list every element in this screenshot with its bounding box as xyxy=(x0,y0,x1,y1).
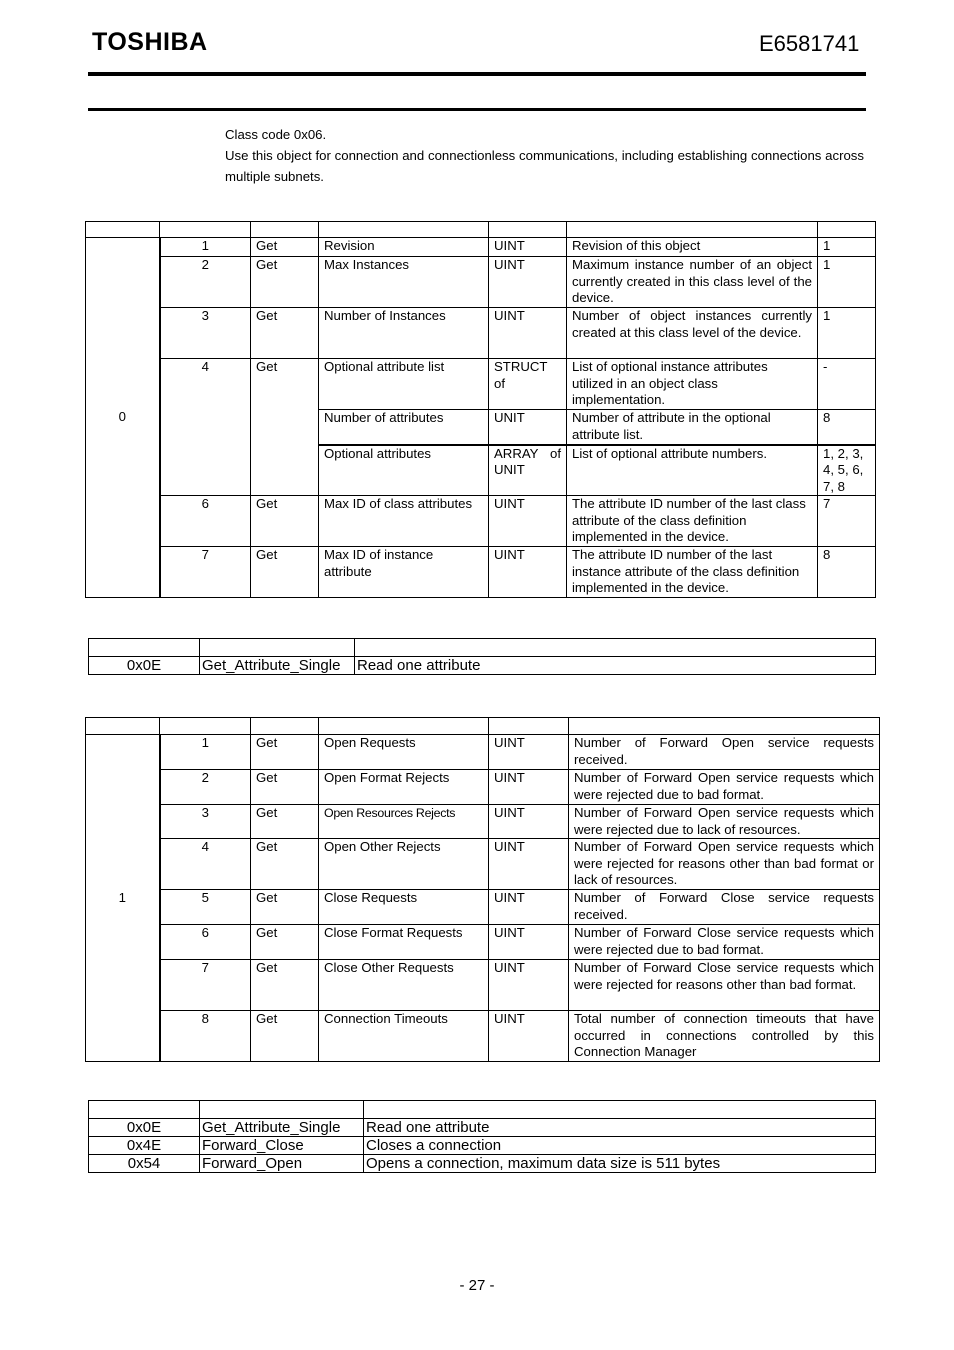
attribute-id: 8 xyxy=(160,1011,251,1062)
attribute-id: 6 xyxy=(160,925,251,960)
attribute-name: Optional attribute list xyxy=(319,359,489,410)
attribute-id: 4 xyxy=(160,359,251,496)
class-attributes-table xyxy=(85,221,876,598)
attribute-id: 5 xyxy=(160,890,251,925)
instance-services-table xyxy=(88,1100,876,1173)
data-type: UINT xyxy=(489,770,569,805)
data-type: UINT xyxy=(489,735,569,770)
attribute-value: - xyxy=(818,359,876,410)
access-rule: Get xyxy=(251,735,319,770)
service-name: Forward_Open xyxy=(200,1155,364,1173)
attribute-description: Number of attribute in the optional attribute list. xyxy=(567,410,818,445)
service-code: 0x0E xyxy=(89,1119,200,1137)
service-code: 0x4E xyxy=(89,1137,200,1155)
access-rule: Get xyxy=(251,805,319,839)
attribute-id: 1 xyxy=(160,735,251,770)
table-row xyxy=(89,657,876,675)
table-row xyxy=(89,1119,876,1137)
attribute-name: Number of attributes xyxy=(319,410,489,445)
access-rule: Get xyxy=(251,257,319,308)
service-name: Forward_Close xyxy=(200,1137,364,1155)
table-row xyxy=(89,1137,876,1155)
attribute-id: 2 xyxy=(160,770,251,805)
access-rule: Get xyxy=(251,890,319,925)
attribute-description: Revision of this object xyxy=(567,238,818,257)
table-row xyxy=(86,1011,880,1062)
access-rule: Get xyxy=(251,960,319,1011)
attribute-name: Open Resources Rejects xyxy=(319,805,489,839)
table-row xyxy=(86,547,876,598)
table-row xyxy=(86,496,876,547)
attribute-name: Open Other Rejects xyxy=(319,839,489,890)
table-row xyxy=(86,839,880,890)
toshiba-logo: TOSHIBA xyxy=(92,28,208,56)
attribute-description: Number of object instances currently created at this class level of the device. xyxy=(567,308,818,359)
access-rule: Get xyxy=(251,925,319,960)
data-type: ARRAY of UNIT xyxy=(489,445,567,496)
class-code-line: Class code 0x06. xyxy=(225,127,327,142)
attribute-id: 3 xyxy=(160,308,251,359)
table-row xyxy=(86,257,876,308)
attribute-name: Max ID of instance attribute xyxy=(319,547,489,598)
section-rule xyxy=(88,108,866,111)
table-header-row xyxy=(89,1101,876,1119)
attribute-description: Number of Forward Close service requests which were rejected due to bad format. xyxy=(569,925,880,960)
service-code: 0x54 xyxy=(89,1155,200,1173)
table-header-row xyxy=(86,718,880,735)
access-rule: Get xyxy=(251,308,319,359)
attribute-id: 7 xyxy=(160,547,251,598)
intro-text xyxy=(225,124,864,187)
table-row xyxy=(86,805,880,839)
attribute-description: Number of Forward Open service requests which were rejected due to lack of resources. xyxy=(569,805,880,839)
data-type: UINT xyxy=(489,925,569,960)
table-row xyxy=(86,890,880,925)
access-rule: Get xyxy=(251,839,319,890)
table-row xyxy=(86,960,880,1011)
access-rule: Get xyxy=(251,547,319,598)
data-type: UINT xyxy=(489,1011,569,1062)
table-row xyxy=(86,308,876,359)
data-type: UINT xyxy=(489,547,567,598)
instance-cell: 1 xyxy=(86,735,160,1062)
service-code: 0x0E xyxy=(89,657,200,675)
object-description: Use this object for connection and connectionless communications, including establishing connections across multiple subnets. xyxy=(225,148,864,184)
table-row xyxy=(86,735,880,770)
attribute-name: Open Requests xyxy=(319,735,489,770)
table-row xyxy=(89,1155,876,1173)
attribute-id: 7 xyxy=(160,960,251,1011)
data-type: STRUCT of xyxy=(489,359,567,410)
table-row xyxy=(86,238,876,257)
attribute-value: 1 xyxy=(818,238,876,257)
attribute-name: Close Requests xyxy=(319,890,489,925)
access-rule: Get xyxy=(251,238,319,257)
data-type: UINT xyxy=(489,960,569,1011)
header-rule xyxy=(88,72,866,76)
attribute-value: 7 xyxy=(818,496,876,547)
data-type: UINT xyxy=(489,308,567,359)
service-description: Opens a connection, maximum data size is 511 bytes xyxy=(364,1155,876,1173)
access-rule: Get xyxy=(251,770,319,805)
table-header-row xyxy=(89,639,876,657)
attribute-value: 8 xyxy=(818,547,876,598)
access-rule: Get xyxy=(251,1011,319,1062)
data-type: UINT xyxy=(489,496,567,547)
attribute-id: 6 xyxy=(160,496,251,547)
attribute-id: 2 xyxy=(160,257,251,308)
attribute-description: Number of Forward Open service requests which were rejected for reasons other than bad format or lack of resources. xyxy=(569,839,880,890)
attribute-id: 3 xyxy=(160,805,251,839)
service-description: Closes a connection xyxy=(364,1137,876,1155)
attribute-name: Max ID of class attributes xyxy=(319,496,489,547)
attribute-name: Close Other Requests xyxy=(319,960,489,1011)
data-type: UINT xyxy=(489,238,567,257)
service-name: Get_Attribute_Single xyxy=(200,657,355,675)
access-rule: Get xyxy=(251,359,319,496)
attribute-name: Open Format Rejects xyxy=(319,770,489,805)
attribute-name: Optional attributes xyxy=(319,445,489,496)
attribute-name: Revision xyxy=(319,238,489,257)
table-header-row xyxy=(86,222,876,238)
attribute-description: Number of Forward Open service requests received. xyxy=(569,735,880,770)
attribute-value: 1 xyxy=(818,308,876,359)
page-number: - 27 - xyxy=(459,1277,495,1294)
document-number: E6581741 xyxy=(759,31,860,56)
table-row xyxy=(86,770,880,805)
service-description: Read one attribute xyxy=(364,1119,876,1137)
attribute-description: Number of Forward Close service requests received. xyxy=(569,890,880,925)
attribute-description: Number of Forward Close service requests which were rejected for reasons other than bad format. xyxy=(569,960,880,1011)
data-type: UINT xyxy=(489,839,569,890)
data-type: UINT xyxy=(489,257,567,308)
data-type: UINT xyxy=(489,890,569,925)
attribute-description: List of optional attribute numbers. xyxy=(567,445,818,496)
attribute-name: Connection Timeouts xyxy=(319,1011,489,1062)
instance-cell: 0 xyxy=(86,238,160,598)
data-type: UNIT xyxy=(489,410,567,445)
access-rule: Get xyxy=(251,496,319,547)
instance-attributes-table xyxy=(85,717,880,1062)
attribute-description: The attribute ID number of the last instance attribute of the class definition implemented in the device. xyxy=(567,547,818,598)
attribute-name: Close Format Requests xyxy=(319,925,489,960)
attribute-description: List of optional instance attributes utilized in an object class implementation. xyxy=(567,359,818,410)
attribute-description: Maximum instance number of an object currently created in this class level of the device. xyxy=(567,257,818,308)
attribute-description: Total number of connection timeouts that have occurred in connections controlled by this Connection Manager xyxy=(569,1011,880,1062)
table-row xyxy=(86,925,880,960)
attribute-name: Number of Instances xyxy=(319,308,489,359)
attribute-id: 1 xyxy=(160,238,251,257)
service-description: Read one attribute xyxy=(355,657,876,675)
attribute-id: 4 xyxy=(160,839,251,890)
attribute-value: 8 xyxy=(818,410,876,445)
service-name: Get_Attribute_Single xyxy=(200,1119,364,1137)
table-row xyxy=(86,359,876,410)
attribute-description: Number of Forward Open service requests which were rejected due to bad format. xyxy=(569,770,880,805)
attribute-description: The attribute ID number of the last class attribute of the class definition implemented in the device. xyxy=(567,496,818,547)
attribute-value: 1, 2, 3, 4, 5, 6, 7, 8 xyxy=(818,445,876,496)
attribute-value: 1 xyxy=(818,257,876,308)
class-services-table xyxy=(88,638,876,675)
data-type: UINT xyxy=(489,805,569,839)
attribute-name: Max Instances xyxy=(319,257,489,308)
